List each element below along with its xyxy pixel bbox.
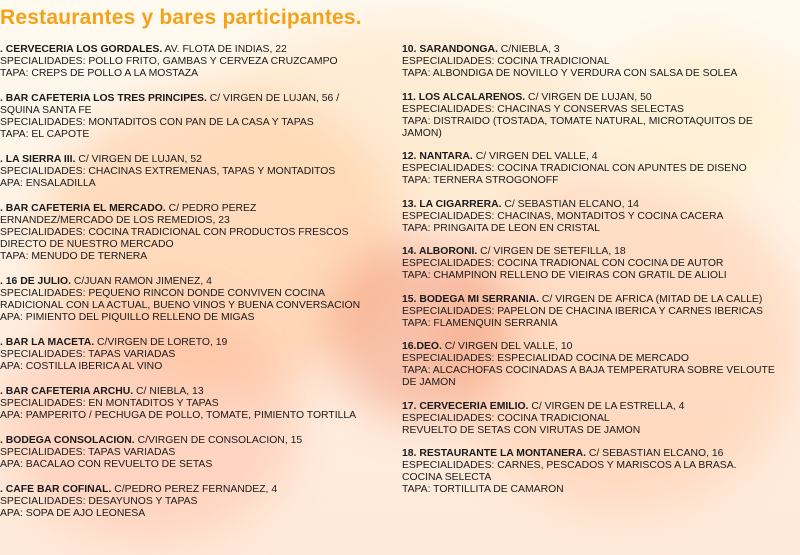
entry-detail-line: ESPECIALIDADES: COCINA TRADICIONAL (402, 56, 610, 67)
entry-detail-line: DIRECTO DE NUESTRO MERCADO (0, 239, 174, 250)
entry-detail-line: ESPECIALIDADES: COCINA TRADIONAL CON COCINA DE AUTOR (402, 258, 724, 269)
entry-detail-line: TAPA: DISTRAIDO (TOSTADA, TOMATE NATURAL, MICROTAQUITOS DE (402, 115, 753, 127)
restaurant-name: 12. NANTARA. (402, 151, 473, 162)
restaurant-address: C/NIEBLA, 3 (497, 44, 560, 55)
restaurant-address: C/ VIRGEN DE SETEFILLA, 18 (477, 246, 626, 257)
entry-heading (402, 448, 798, 460)
restaurant-entry (402, 44, 798, 80)
entry-heading (0, 154, 392, 166)
entry-detail-line: TAPA: CREPS DE POLLO A LA MOSTAZA (0, 68, 199, 79)
entry-heading (0, 203, 392, 215)
entry-heading (0, 276, 392, 288)
entry-detail-line: APA: PAMPERITO / PECHUGA DE POLLO, TOMATE, PIMIENTO TORTILLA (0, 410, 357, 421)
entry-detail-line: SPECIALIDADES: TAPAS VARIADAS (0, 349, 176, 360)
restaurant-name: . BAR CAFETERIA EL MERCADO. (0, 203, 166, 214)
entry-detail-line: SPECIALIDADES: COCINA TRADICIONAL CON PRODUCTOS FRESCOS (0, 227, 349, 238)
entry-detail-line: ESPECIALIDADES: CHACINAS Y CONSERVAS SELECTAS (402, 103, 684, 115)
restaurant-entry (402, 294, 798, 330)
entry-heading (0, 386, 392, 398)
restaurant-name: 16.DEÓ. (402, 341, 442, 352)
restaurant-name: . CERVECERIA LOS GORDALES. (0, 44, 163, 55)
entry-detail-line: SPECIALIDADES: CHACINAS EXTREMEÑAS, TAPAS Y MONTADITOS (0, 166, 336, 177)
restaurant-entry (402, 199, 798, 235)
restaurant-name: . 16 DE JULIO. (0, 276, 72, 287)
entry-detail-line: TAPA: MENUDO DE TERNERA (0, 251, 148, 262)
entry-heading (402, 341, 798, 353)
restaurant-entry (0, 386, 392, 422)
restaurant-entry (0, 93, 392, 141)
restaurant-name: 11. LOS ALCALAREÑOS. (402, 91, 526, 103)
entry-detail-line: ESPECIALIDADES: PAPELÓN DE CHACINA IBERICA Y CARNES IBERICAS (402, 305, 763, 317)
entry-detail-line: APA: BACALAO CON REVUELTO DE SETAS (0, 459, 213, 470)
restaurant-name: 18. RESTAURANTE LA MONTANERA. (402, 448, 586, 459)
page-title: Restaurantes y bares participantes. (0, 6, 362, 29)
restaurant-entry (402, 448, 798, 496)
restaurant-name: . LA SIERRA III. (0, 154, 76, 165)
restaurant-address: C/VIRGEN DE LORETO, 19 (94, 337, 228, 348)
entry-heading (402, 199, 798, 211)
entry-detail-line: TAPA: FLAMENQUÍN SERRANÍA (402, 317, 558, 329)
entry-heading (0, 93, 392, 105)
entry-detail-line: ESPECIALIDADES: CARNES, PESCADOS Y MARISCOS A LA BRASA. (402, 460, 737, 471)
restaurant-address: C/ VIRGEN DE LA ESTRELLA, 4 (528, 400, 685, 412)
entry-detail-line: SPECIALIDADES: EN MONTADITOS Y TAPAS (0, 398, 219, 409)
entry-detail-line: SQUINA SANTA FE (0, 105, 92, 116)
entry-detail-line: APA: PIMIENTO DEL PIQUILLO RELLENO DE MIGAS (0, 312, 255, 323)
entry-detail-line: COCINA SELECTA (402, 472, 492, 483)
entry-detail-line: ESPECIALIDADES: CHACINAS, MONTADITOS Y COCINA CACERA (402, 210, 724, 222)
left-column (0, 44, 392, 533)
restaurant-address: C/ VIRGEN DEL VALLE, 10 (441, 341, 573, 352)
restaurant-entry (0, 435, 392, 471)
restaurant-name: . CAFÉ BAR COFIÑAL. (0, 484, 112, 495)
restaurant-entry (402, 246, 798, 282)
restaurant-name: 17. CERVECERÍA EMILIO. (402, 400, 529, 412)
entry-detail-line: RADICIONAL CON LA ACTUAL, BUENO VINOS Y BUENA CONVERSACIÓN (0, 300, 361, 311)
entry-detail-line: SPECIALIDADES: TAPAS VARIADAS (0, 447, 176, 458)
entry-detail-line: TAPA: ALCACHOFAS COCINADAS A BAJA TEMPERATURA SOBRE VELOUTE (402, 365, 775, 376)
right-column (402, 44, 798, 508)
restaurant-address: C/ SEBASTIÁN ELCANO, 14 (501, 198, 639, 210)
restaurant-address: C/JUAN RAMÓN JIMÉNEZ, 4 (71, 276, 212, 287)
entry-detail-line: TAPA: CHAMPIÑÓN RELLENO DE VIEIRAS CON GRATIL DE ALIOLI (402, 270, 727, 281)
restaurant-name: 14. ALBORONÍ. (402, 246, 478, 257)
entry-heading (0, 435, 392, 447)
entry-detail-line: DE JAMÓN (402, 377, 456, 388)
entry-detail-line: TAPA: EL CAPOTE (0, 129, 90, 140)
entry-heading (0, 484, 392, 496)
entry-detail-line: TAPA: ALBONDIGA DE NOVILLO Y VERDURA CON SALSA DE SOLEÁ (402, 68, 738, 79)
entry-heading (402, 44, 798, 56)
restaurant-entry (0, 276, 392, 324)
entry-detail-line: ESPECIALIDADES: COCINA TRADICIONAL CON APUNTES DE DISEÑO (402, 163, 747, 174)
restaurant-name: . BAR LA MACETA. (0, 337, 95, 348)
restaurant-name: 13. LA CIGARRERA. (402, 198, 502, 210)
entry-detail-line: ESPECIALIDADES: ESPECIALIDAD COCINA DE MERCADO (402, 353, 689, 364)
entry-detail-line: REVUELTO DE SETAS CON VIRUTAS DE JAMÓN (402, 424, 641, 436)
entry-heading (0, 337, 392, 349)
restaurant-address: C/ VIRGEN DEL VALLE, 4 (472, 151, 598, 162)
entry-detail-line: TAPA: PRINGAITA DE LEÓN EN CRISTAL (402, 222, 600, 234)
restaurant-name: 10. SARANDONGA. (402, 44, 498, 55)
restaurant-entry (0, 484, 392, 520)
restaurant-entry (0, 44, 392, 80)
restaurant-address: C/ SEBASTIÁN ELCANO, 16 (585, 448, 724, 459)
restaurant-entry (402, 401, 798, 437)
restaurant-address: C/ VIRGEN DE LUJÁN, 56 / (206, 93, 340, 104)
restaurant-address: C/ VIRGEN DE LUJÁN, 52 (75, 154, 202, 165)
entry-heading (0, 44, 392, 56)
entry-heading (402, 92, 798, 104)
entry-detail-line: JAMÓN) (402, 127, 442, 139)
entry-detail-line: APA: SOPA DE AJO LEONESA (0, 508, 146, 519)
restaurant-entry (402, 341, 798, 389)
entry-heading (402, 294, 798, 306)
restaurant-name: . BODEGA CONSOLACIÓN. (0, 435, 135, 446)
restaurant-entry (0, 337, 392, 373)
entry-heading (402, 151, 798, 163)
restaurant-entry (0, 154, 392, 190)
entry-detail-line: TAPA: TORTILLITA DE CAMARÓN (402, 484, 564, 495)
entry-detail-line: ERNÁNDEZ/MERCADO DE LOS REMEDIOS, 23 (0, 215, 230, 226)
restaurant-address: C/ VIRGEN DE ÁFRICA (MITAD DE LA CALLE) (539, 293, 763, 305)
entry-detail-line: APA: ENSALADILLA (0, 178, 96, 189)
entry-detail-line: SPECIALIDADES: PEQUEÑO RINCÓN DONDE CONVIVEN COCINA (0, 288, 326, 299)
entry-heading (402, 401, 798, 413)
entry-detail-line: SPECIALIDADES: POLLO FRITO, GAMBAS Y CERVEZA CRUZCAMPO (0, 56, 338, 67)
entry-detail-line: TAPA: TERNERA STROGONOFF (402, 175, 559, 186)
restaurant-name: . BAR CAFETERIA ARCHU. (0, 386, 134, 397)
entry-detail-line: SPECIALIDADES: MONTADITOS CON PAN DE LA CASA Y TAPAS (0, 117, 314, 128)
entry-detail-line: SPECIALIDADES: DESAYUNOS Y TAPAS (0, 496, 198, 507)
entry-heading (402, 246, 798, 258)
restaurant-address: C/ NIEBLA, 13 (133, 386, 204, 397)
entry-detail-line: ESPECIALIDADES: COCINA TRADICIONAL (402, 412, 610, 424)
restaurant-address: C/ VIRGEN DE LUJÁN, 50 (525, 91, 652, 103)
restaurant-address: C/ PEDRO PÉREZ (165, 203, 257, 214)
restaurant-entry (0, 203, 392, 263)
restaurant-entry (402, 92, 798, 140)
restaurant-address: AV. FLOTA DE INDIAS, 22 (162, 44, 287, 55)
restaurant-entry (402, 151, 798, 187)
entry-detail-line: APA: COSTILLA IBERICA AL VINO (0, 361, 163, 372)
restaurant-address: C/VIRGEN DE CONSOLACIÓN, 15 (134, 435, 303, 446)
restaurant-name: 15. BODEGA MI SERRANÍA. (402, 293, 540, 305)
restaurant-address: C/PEDRO PEREZ FERNANDEZ, 4 (111, 484, 278, 495)
restaurant-name: . BAR CAFETERIA LOS TRES PRINCIPES. (0, 93, 207, 104)
